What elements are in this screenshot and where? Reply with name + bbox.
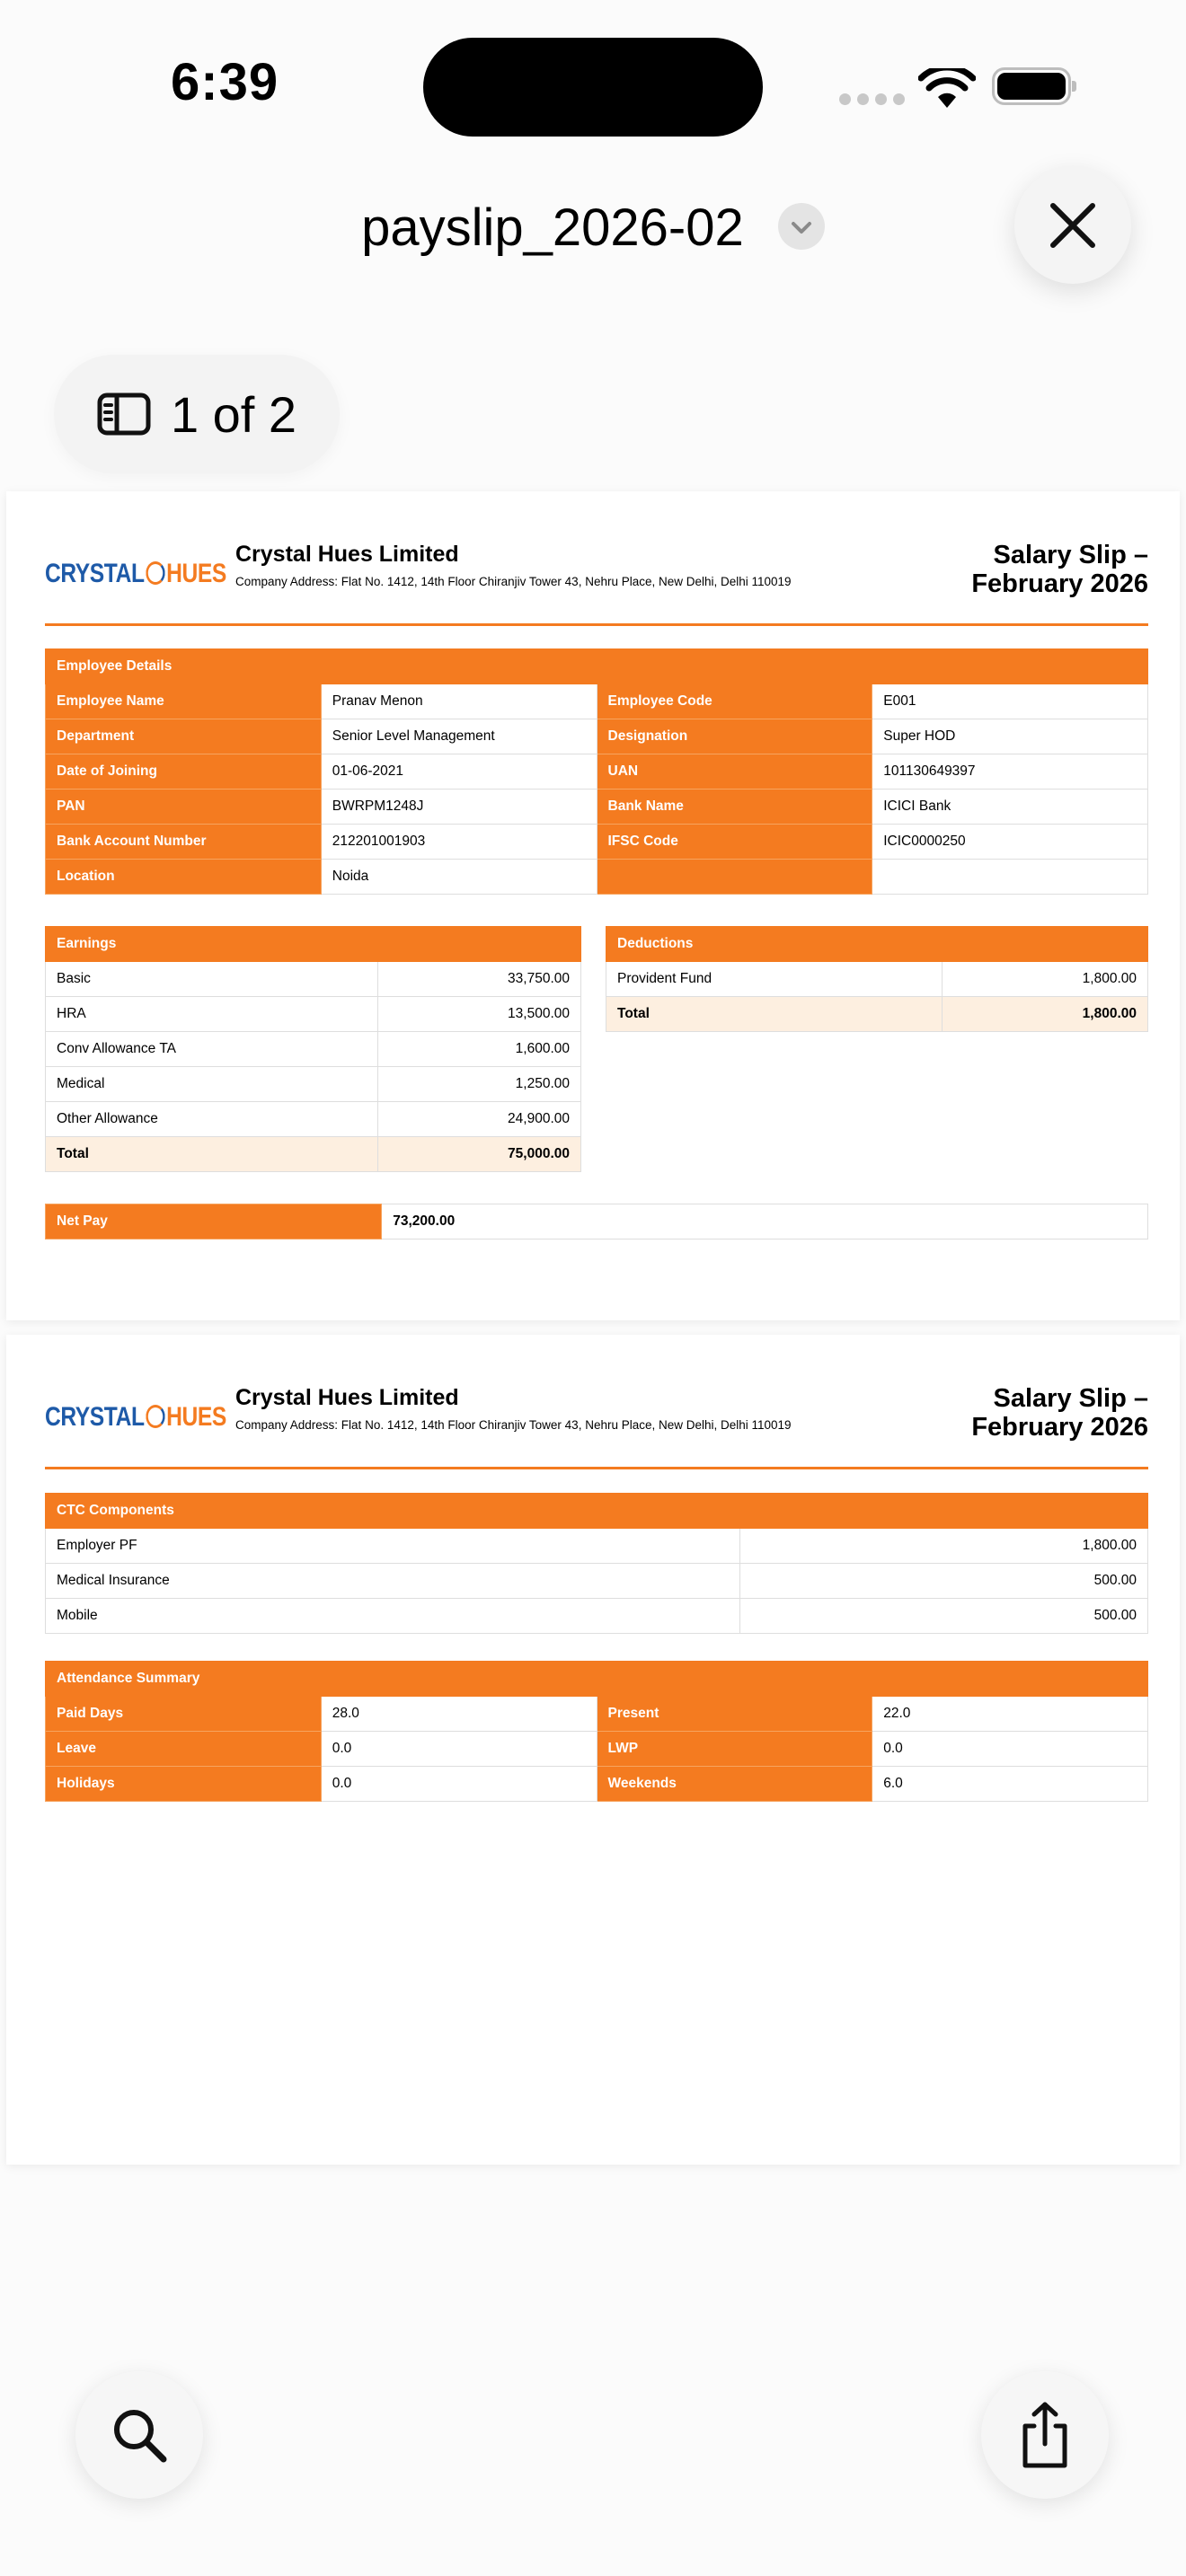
table-cell: Employer PF xyxy=(46,1529,740,1564)
table-row xyxy=(46,1032,581,1067)
section-title: Attendance Summary xyxy=(46,1662,1148,1697)
page-indicator-button[interactable] xyxy=(54,355,340,473)
field-label: IFSC Code xyxy=(597,825,872,860)
search-icon xyxy=(110,2405,169,2465)
table-cell: Medical xyxy=(46,1067,378,1102)
table-cell: Noida xyxy=(321,860,597,895)
table-cell: 500.00 xyxy=(740,1564,1148,1599)
table-row xyxy=(46,684,1148,719)
table-cell: Total xyxy=(46,1137,378,1172)
table-cell: 1,800.00 xyxy=(740,1529,1148,1564)
slip-title: Salary Slip – February 2026 xyxy=(971,1384,1148,1442)
close-button[interactable] xyxy=(1014,167,1131,284)
header-divider xyxy=(45,623,1148,626)
dynamic-island xyxy=(423,38,763,137)
table-cell: 101130649397 xyxy=(872,754,1148,790)
company-name: Crystal Hues Limited xyxy=(235,542,459,567)
section-title: Deductions xyxy=(606,927,1148,962)
table-cell: 28.0 xyxy=(321,1697,597,1732)
table-cell: 1,800.00 xyxy=(942,962,1147,997)
table-cell: 500.00 xyxy=(740,1599,1148,1634)
field-label: Department xyxy=(46,719,322,754)
table-row xyxy=(46,1732,1148,1767)
table-cell: 75,000.00 xyxy=(377,1137,580,1172)
field-label: PAN xyxy=(46,790,322,825)
header-divider xyxy=(45,1467,1148,1469)
employee-details-table xyxy=(45,648,1148,895)
table-row xyxy=(46,860,1148,895)
ctc-components-table xyxy=(45,1493,1148,1634)
field-label: LWP xyxy=(597,1732,872,1767)
section-title: Employee Details xyxy=(46,649,1148,684)
section-title: CTC Components xyxy=(46,1494,1148,1529)
table-row xyxy=(46,962,581,997)
field-label: Bank Account Number xyxy=(46,825,322,860)
table-cell: BWRPM1248J xyxy=(321,790,597,825)
table-cell: 33,750.00 xyxy=(377,962,580,997)
table-row xyxy=(46,754,1148,790)
table-row xyxy=(606,962,1148,997)
table-cell: 212201001903 xyxy=(321,825,597,860)
table-row xyxy=(46,790,1148,825)
slip-title: Salary Slip – February 2026 xyxy=(971,541,1148,598)
pdf-page-2 xyxy=(6,1335,1180,2165)
table-cell: 1,250.00 xyxy=(377,1067,580,1102)
net-pay-label: Net Pay xyxy=(46,1204,382,1239)
table-row xyxy=(46,1529,1148,1564)
table-header-row xyxy=(46,649,1148,684)
table-header-row xyxy=(46,1204,1148,1239)
document-title: payslip_2026-02 xyxy=(361,198,744,258)
table-cell: Conv Allowance TA xyxy=(46,1032,378,1067)
table-row xyxy=(46,825,1148,860)
earnings-table xyxy=(45,926,581,1172)
table-cell: Super HOD xyxy=(872,719,1148,754)
field-label: Location xyxy=(46,860,322,895)
table-cell: 0.0 xyxy=(872,1732,1148,1767)
table-row xyxy=(46,719,1148,754)
status-time: 6:39 xyxy=(171,53,279,111)
deductions-table xyxy=(606,926,1148,1032)
table-cell: Total xyxy=(606,997,943,1032)
wifi-icon xyxy=(918,68,976,114)
table-cell: E001 xyxy=(872,684,1148,719)
table-cell xyxy=(872,860,1148,895)
total-row xyxy=(606,997,1148,1032)
table-row xyxy=(46,1697,1148,1732)
table-cell: 22.0 xyxy=(872,1697,1148,1732)
table-cell: Other Allowance xyxy=(46,1102,378,1137)
total-row xyxy=(46,1137,581,1172)
table-cell: Senior Level Management xyxy=(321,719,597,754)
battery-icon xyxy=(992,67,1071,105)
field-label: Employee Code xyxy=(597,684,872,719)
share-icon xyxy=(1016,2401,1074,2469)
field-label: Paid Days xyxy=(46,1697,322,1732)
table-header-row xyxy=(606,927,1148,962)
table-row xyxy=(46,1102,581,1137)
table-cell: HRA xyxy=(46,997,378,1032)
field-label xyxy=(597,860,872,895)
sidebar-icon xyxy=(97,393,151,436)
cellular-signal-icon xyxy=(839,93,911,110)
table-cell: Pranav Menon xyxy=(321,684,597,719)
table-row xyxy=(46,997,581,1032)
field-label: UAN xyxy=(597,754,872,790)
table-row xyxy=(46,1564,1148,1599)
field-label: Leave xyxy=(46,1732,322,1767)
table-cell: 0.0 xyxy=(321,1732,597,1767)
table-row xyxy=(46,1767,1148,1802)
share-button[interactable] xyxy=(981,2371,1109,2499)
page-indicator: 1 of 2 xyxy=(170,385,297,443)
field-label: Bank Name xyxy=(597,790,872,825)
company-name: Crystal Hues Limited xyxy=(235,1385,459,1410)
table-row xyxy=(46,1067,581,1102)
table-cell: ICICI Bank xyxy=(872,790,1148,825)
table-cell: Provident Fund xyxy=(606,962,943,997)
table-cell: ICIC0000250 xyxy=(872,825,1148,860)
table-header-row xyxy=(46,1662,1148,1697)
table-cell: 0.0 xyxy=(321,1767,597,1802)
table-cell: 13,500.00 xyxy=(377,997,580,1032)
table-cell: 1,800.00 xyxy=(942,997,1147,1032)
table-cell: Medical Insurance xyxy=(46,1564,740,1599)
table-header-row xyxy=(46,1494,1148,1529)
document-title-menu[interactable] xyxy=(0,194,1186,258)
table-header-row xyxy=(46,927,581,962)
section-title: Earnings xyxy=(46,927,581,962)
field-label: Holidays xyxy=(46,1767,322,1802)
field-label: Employee Name xyxy=(46,684,322,719)
table-cell: 1,600.00 xyxy=(377,1032,580,1067)
table-cell: 24,900.00 xyxy=(377,1102,580,1137)
table-cell: Basic xyxy=(46,962,378,997)
search-button[interactable] xyxy=(75,2371,203,2499)
attendance-summary-table xyxy=(45,1661,1148,1802)
field-label: Weekends xyxy=(597,1767,872,1802)
net-pay-amount: 73,200.00 xyxy=(382,1204,1148,1239)
field-label: Designation xyxy=(597,719,872,754)
company-address: Company Address: Flat No. 1412, 14th Floor Chiranjiv Tower 43, Nehru Place, New Delhi, Delhi 110019 xyxy=(235,575,792,588)
field-label: Date of Joining xyxy=(46,754,322,790)
table-row xyxy=(46,1599,1148,1634)
chevron-down-icon xyxy=(778,203,825,250)
close-icon xyxy=(1048,200,1098,251)
pdf-page-1 xyxy=(6,491,1180,1320)
company-logo: CRYSTAL HUES xyxy=(45,1402,226,1432)
table-cell: 6.0 xyxy=(872,1767,1148,1802)
table-cell: 01-06-2021 xyxy=(321,754,597,790)
company-address: Company Address: Flat No. 1412, 14th Floor Chiranjiv Tower 43, Nehru Place, New Delhi, Delhi 110019 xyxy=(235,1418,792,1432)
field-label: Present xyxy=(597,1697,872,1732)
table-cell: Mobile xyxy=(46,1599,740,1634)
net-pay-table xyxy=(45,1204,1148,1239)
company-logo: CRYSTAL HUES xyxy=(45,559,226,588)
